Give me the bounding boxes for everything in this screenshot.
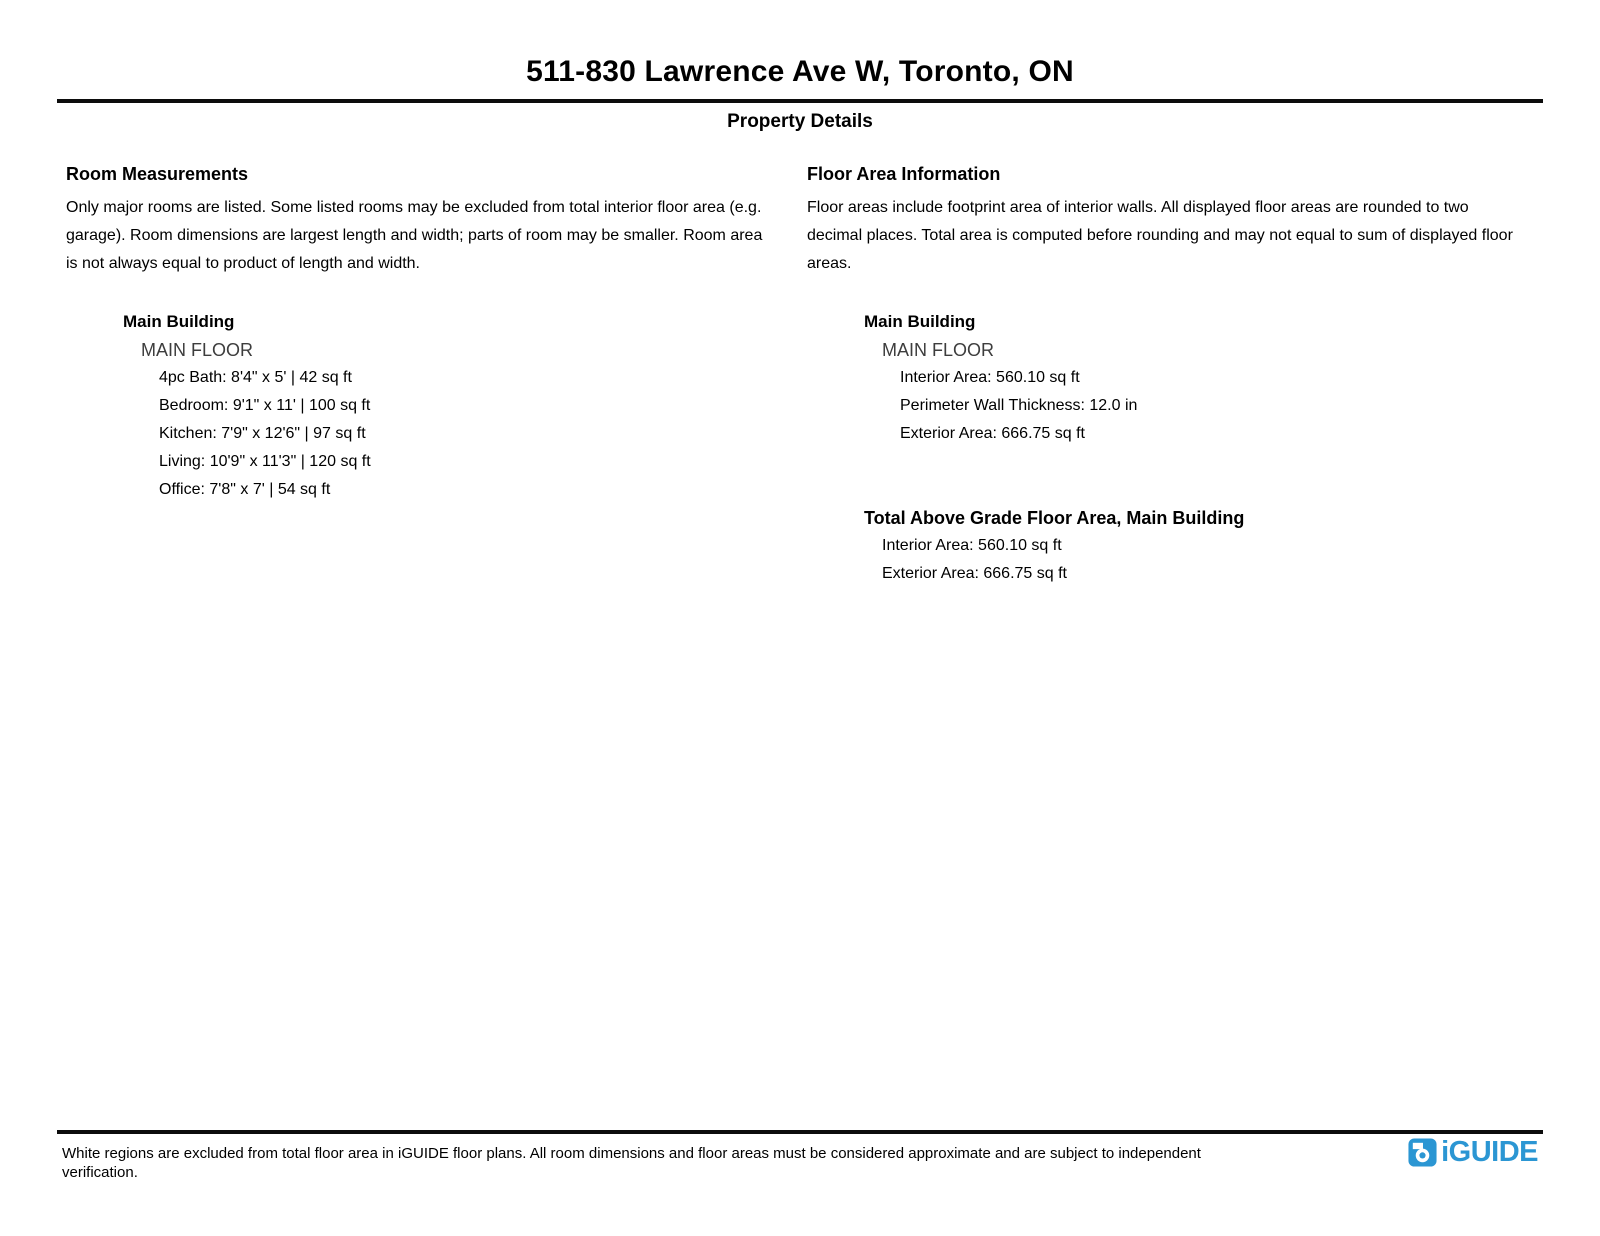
page-title: 511-830 Lawrence Ave W, Toronto, ON [526,55,1074,88]
iguide-logo [1407,1136,1538,1168]
floor-area-heading: Floor Area Information [807,164,1001,184]
floor-name: MAIN FLOOR [882,340,995,360]
building-name: Main Building [864,312,976,331]
logo-text: iGUIDE [1441,1136,1538,1168]
camera-icon [1407,1137,1441,1168]
total-above-grade-heading: Total Above Grade Floor Area, Main Building [864,508,1245,528]
stat-item: Perimeter Wall Thickness: 12.0 in [900,397,1138,414]
floor-area-stat-list [900,364,1529,448]
content-columns [0,164,1600,588]
floor-area-building [864,308,1529,448]
total-stat-list [882,532,1529,588]
stat-item: Interior Area: 560.10 sq ft [882,537,1062,554]
room-item: Kitchen: 7'9" x 12'6" | 97 sq ft [159,425,366,442]
section-floor-area-information [807,164,1529,588]
page-subtitle: Property Details [727,111,873,132]
room-measurements-heading: Room Measurements [66,164,249,184]
room-measurements-building [123,308,807,504]
room-measurements-description: Only major rooms are listed. Some listed rooms may be excluded from total interior floor area (e.g. garage). Room dimensions are largest length and width; parts of room may be smaller. Room area is not always equal to product of length and width. [66,199,763,272]
stat-item: Exterior Area: 666.75 sq ft [882,565,1067,582]
room-item: Bedroom: 9'1" x 11' | 100 sq ft [159,397,371,414]
total-above-grade-block [864,504,1529,588]
floor-name: MAIN FLOOR [141,340,254,360]
room-item: Living: 10'9" x 11'3" | 120 sq ft [159,453,371,470]
footer-divider [57,1130,1543,1134]
floor-area-description: Floor areas include footprint area of interior walls. All displayed floor areas are rounded to two decimal places. Total area is computed before rounding and may not equal to sum of displayed floor areas. [807,199,1513,272]
room-list [159,364,807,504]
footer-disclaimer: White regions are excluded from total floor area in iGUIDE floor plans. All room dimensions and floor areas must be considered approximate and are subject to independent verification. [62,1145,1201,1181]
room-item: 4pc Bath: 8'4" x 5' | 42 sq ft [159,369,352,386]
header-divider [57,99,1543,103]
room-item: Office: 7'8" x 7' | 54 sq ft [159,481,331,498]
building-name: Main Building [123,312,235,331]
section-room-measurements [66,164,807,588]
stat-item: Interior Area: 560.10 sq ft [900,369,1080,386]
stat-item: Exterior Area: 666.75 sq ft [900,425,1085,442]
